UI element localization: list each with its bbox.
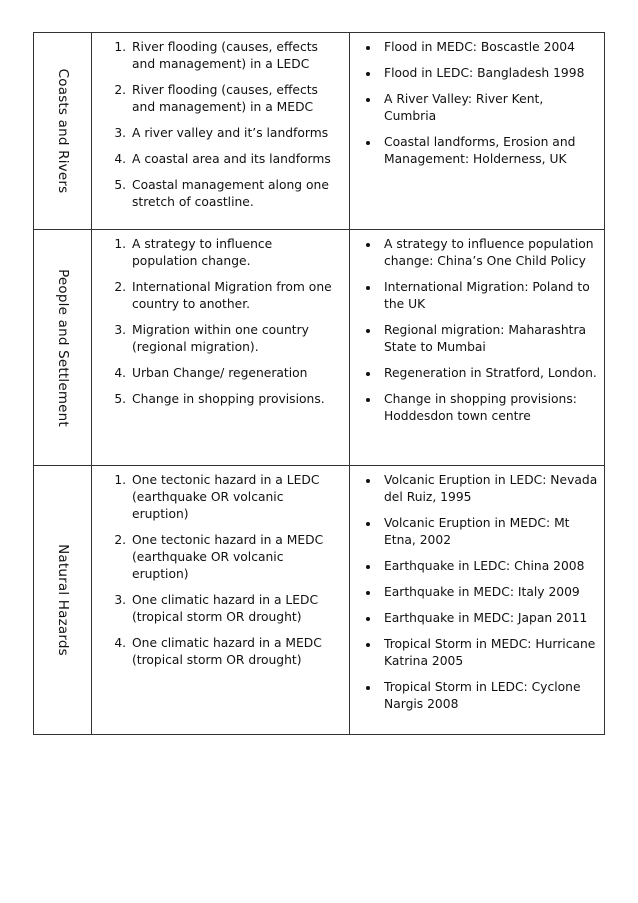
- case-studies-cell: [350, 466, 605, 735]
- case-study-item: • Change in shopping provisions: Hoddesdon town centre: [380, 391, 598, 425]
- section-label: People and Settlement: [54, 268, 71, 427]
- section-row-people-settlement: [34, 230, 605, 466]
- topic-item: 3. A river valley and it’s landforms: [130, 125, 341, 142]
- topic-item: 4. One climatic hazard in a MEDC (tropical storm OR drought): [130, 635, 341, 669]
- section-label-cell: [34, 230, 92, 466]
- section-row-coasts-rivers: [34, 33, 605, 230]
- section-row-natural-hazards: [34, 466, 605, 735]
- topic-item: 4. A coastal area and its landforms: [130, 151, 341, 168]
- case-studies-cell: [350, 33, 605, 230]
- topic-item: 2. River flooding (causes, effects and management) in a MEDC: [130, 82, 341, 116]
- case-study-item: • Earthquake in MEDC: Italy 2009: [380, 584, 598, 601]
- topic-item: 3. Migration within one country (regional migration).: [130, 322, 341, 356]
- case-study-item: • Volcanic Eruption in LEDC: Nevada del Ruiz, 1995: [380, 472, 598, 506]
- case-study-item: • A River Valley: River Kent, Cumbria: [380, 91, 598, 125]
- topic-item: 4. Urban Change/ regeneration: [130, 365, 341, 382]
- section-label-cell: [34, 466, 92, 735]
- case-study-list: [350, 33, 604, 174]
- topic-item: 1. A strategy to influence population change.: [130, 236, 341, 270]
- case-study-item: • Regeneration in Stratford, London.: [380, 365, 598, 382]
- topic-list: [92, 466, 349, 675]
- case-studies-cell: [350, 230, 605, 466]
- topic-item: 1. One tectonic hazard in a LEDC (earthquake OR volcanic eruption): [130, 472, 341, 523]
- topics-cell: [92, 466, 350, 735]
- case-study-item: • Earthquake in LEDC: China 2008: [380, 558, 598, 575]
- case-study-item: • Volcanic Eruption in MEDC: Mt Etna, 2002: [380, 515, 598, 549]
- section-label-cell: [34, 33, 92, 230]
- case-study-item: • A strategy to influence population change: China’s One Child Policy: [380, 236, 598, 270]
- topics-cell: [92, 33, 350, 230]
- case-study-list: [350, 466, 604, 719]
- topic-item: 2. One tectonic hazard in a MEDC (earthquake OR volcanic eruption): [130, 532, 341, 583]
- case-study-item: • Flood in LEDC: Bangladesh 1998: [380, 65, 598, 82]
- case-study-item: • Flood in MEDC: Boscastle 2004: [380, 39, 598, 56]
- case-study-item: • Coastal landforms, Erosion and Management: Holderness, UK: [380, 134, 598, 168]
- case-study-list: [350, 230, 604, 431]
- topic-item: 5. Coastal management along one stretch of coastline.: [130, 177, 341, 211]
- topic-list: [92, 33, 349, 217]
- topic-item: 3. One climatic hazard in a LEDC (tropical storm OR drought): [130, 592, 341, 626]
- topics-table: [33, 32, 605, 735]
- topic-item: 1. River flooding (causes, effects and management) in a LEDC: [130, 39, 341, 73]
- topics-cell: [92, 230, 350, 466]
- case-study-item: • International Migration: Poland to the UK: [380, 279, 598, 313]
- topic-list: [92, 230, 349, 414]
- case-study-item: • Tropical Storm in LEDC: Cyclone Nargis 2008: [380, 679, 598, 713]
- section-label: Coasts and Rivers: [54, 68, 71, 194]
- topic-item: 2. International Migration from one country to another.: [130, 279, 341, 313]
- case-study-item: • Earthquake in MEDC: Japan 2011: [380, 610, 598, 627]
- case-study-item: • Regional migration: Maharashtra State to Mumbai: [380, 322, 598, 356]
- case-study-item: • Tropical Storm in MEDC: Hurricane Katrina 2005: [380, 636, 598, 670]
- section-label: Natural Hazards: [54, 544, 71, 656]
- topic-item: 5. Change in shopping provisions.: [130, 391, 341, 408]
